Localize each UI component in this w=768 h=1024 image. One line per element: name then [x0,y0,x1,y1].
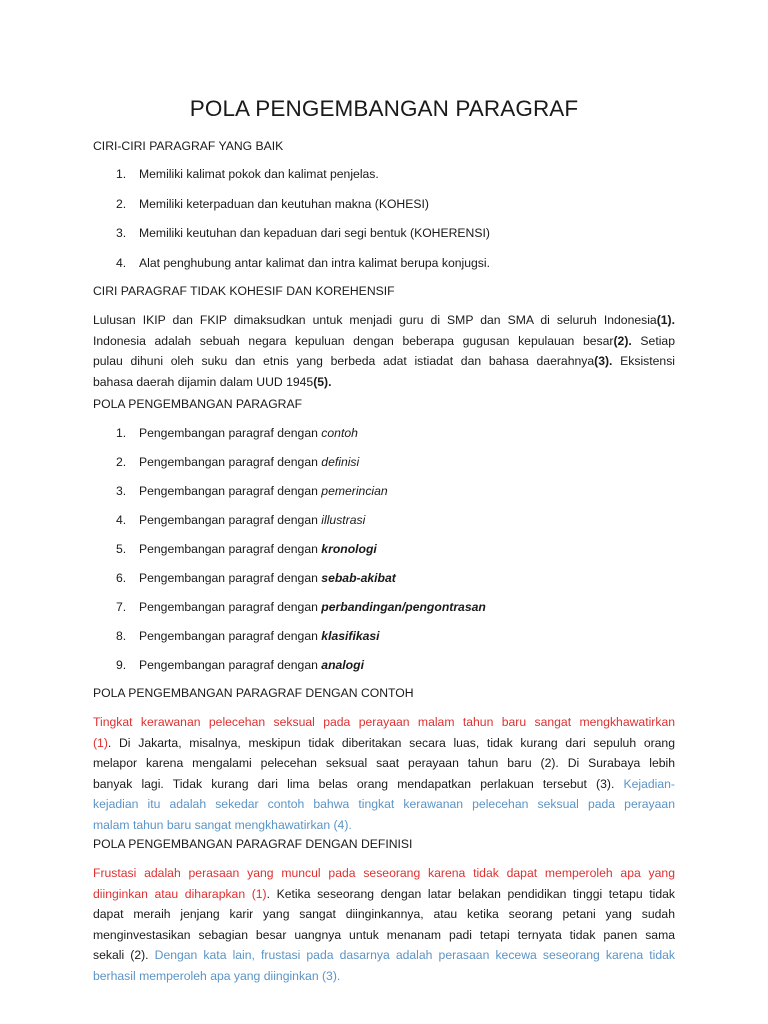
list-item: 9. Pengembangan paragraf dengan analogi [116,658,364,672]
page-title: POLA PENGEMBANGAN PARAGRAF [189,96,579,121]
list-item: 6. Pengembangan paragraf dengan sebab-akibat [116,571,396,585]
list-item: 7. Pengembangan paragraf dengan perbandingan/pengontrasan [116,600,486,614]
heading-contoh: POLA PENGEMBANGAN PARAGRAF DENGAN CONTOH [93,686,414,700]
list-item: 1. Pengembangan paragraf dengan contoh [116,426,358,440]
paragraph-definisi: Frustasi adalah perasaan yang muncul pada seseorang karena tidak dapat memperoleh apa yang diinginkan atau diharapkan (1). Ketika seseorang dengan latar belakan pendidikan tinggi tetapu tidak dapat meraih jenjang karir yang sangat diinginkannya, atau ketika seorang petani yang sudah menginvestasikan sebagian besar uangnya untuk menanam padi tetapi ternyata tidak panen sama sekali (2). Dengan kata lain, frustasi pada dasarnya adalah perasaan kecewa seseorang karena tidak berhasil memperoleh apa yang diinginkan (3). [93,866,676,983]
heading-ciri-tidak: CIRI PARAGRAF TIDAK KOHESIF DAN KOREHENSIF [93,284,395,298]
list-item: 8. Pengembangan paragraf dengan klasifikasi [116,629,380,643]
list-item: 3. Pengembangan paragraf dengan pemerincian [116,484,388,498]
list-item: 2. Pengembangan paragraf dengan definisi [116,455,360,469]
paragraph-tidak-kohesif: Lulusan IKIP dan FKIP dimaksudkan untuk menjadi guru di SMP dan SMA di seluruh Indonesia(1). Indonesia adalah sebuah negara kepuluan dengan beberapa gugusan kepulauan besar(2). Setiap pulau dihuni oleh suku dan etnis yang berbeda adat istiadat dan bahasa daerahnya(3). Eksistensi bahasa daerah dijamin dalam UUD 1945(5). [93,313,675,389]
heading-ciri-baik: CIRI-CIRI PARAGRAF YANG BAIK [93,139,284,153]
heading-definisi: POLA PENGEMBANGAN PARAGRAF DENGAN DEFINISI [93,837,413,851]
heading-pola: POLA PENGEMBANGAN PARAGRAF [93,397,303,411]
list-item: 3. Memiliki keutuhan dan kepaduan dari segi bentuk (KOHERENSI) [116,226,490,240]
paragraph-contoh: Tingkat kerawanan pelecehan seksual pada perayaan malam tahun baru sangat mengkhawatirkan (1). Di Jakarta, misalnya, meskipun tidak diberitakan secara luas, tidak kurang dari sepuluh orang melapor karena mengalami pelecehan seksual saat perayaan tahun baru (2). Di Surabaya lebih banyak lagi. Tidak kurang dari lima belas orang mendapatkan perlakuan tersebut (3). Kejadian- kejadian itu adalah sekedar contoh bahwa tingkat kerawanan pelecehan seksual pada perayaan malam tahun baru sangat mengkhawatirkan (4). [93,715,675,832]
list-item: 4. Alat penghubung antar kalimat dan intra kalimat berupa konjugsi. [116,256,490,270]
list-item: 2. Memiliki keterpaduan dan keutuhan makna (KOHESI) [116,197,429,211]
list-item: 5. Pengembangan paragraf dengan kronologi [116,542,377,556]
list-item: 4. Pengembangan paragraf dengan illustrasi [116,513,366,527]
list-item: 1. Memiliki kalimat pokok dan kalimat penjelas. [116,167,379,181]
